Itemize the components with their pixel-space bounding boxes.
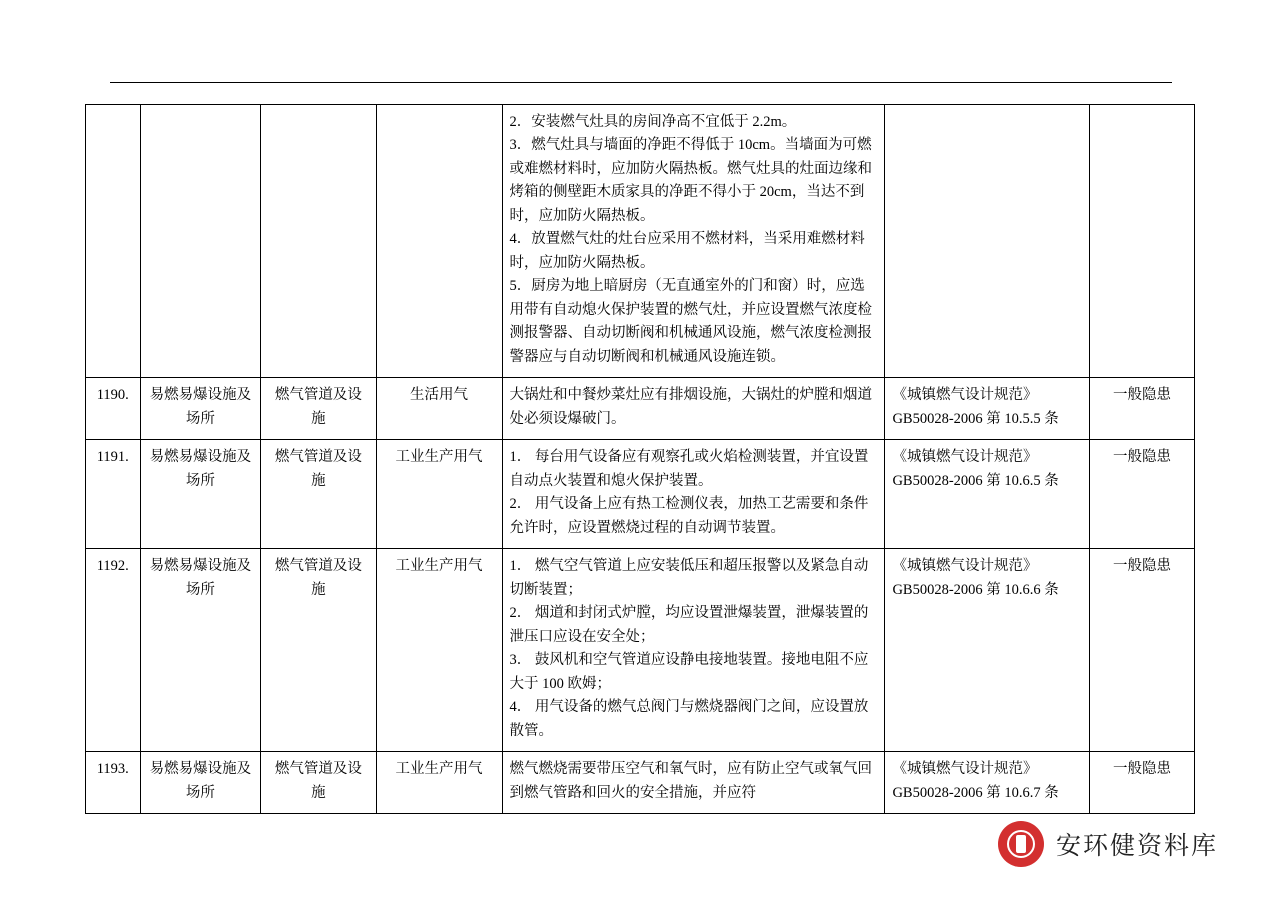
table-row (86, 752, 1195, 814)
row-facility (261, 105, 376, 378)
content-line: 大锅灶和中餐炒菜灶应有排烟设施，大锅灶的炉膛和烟道处必须设爆破门。 (509, 387, 872, 427)
reference-line: 《城镇燃气设计规范》 (892, 387, 1038, 404)
table-row (86, 440, 1195, 549)
hazard-checklist-table (85, 104, 1195, 814)
row-facility: 燃气管道及设施 (261, 549, 376, 752)
header-rule (110, 82, 1172, 83)
content-line: 2．安装燃气灶具的房间净高不宜低于 2.2m。 (509, 114, 797, 130)
row-content (502, 378, 885, 440)
row-number: 1190. (86, 378, 141, 440)
row-reference (885, 440, 1090, 549)
content-line: 2． 烟道和封闭式炉膛，均应设置泄爆装置，泄爆装置的泄压口应设在安全处； (509, 605, 869, 645)
table-row (86, 549, 1195, 752)
table-row (86, 105, 1195, 378)
row-reference (885, 105, 1090, 378)
reference-line: GB50028-2006 第 10.5.5 条 (892, 410, 1059, 427)
row-usage: 生活用气 (376, 378, 502, 440)
row-level (1090, 105, 1195, 378)
row-category (140, 105, 261, 378)
brand-name: 安环健资料库 (1055, 832, 1218, 860)
row-usage: 工业生产用气 (376, 549, 502, 752)
row-content (502, 440, 885, 549)
content-line: 1． 每台用气设备应有观察孔或火焰检测装置，并宜设置自动点火装置和熄火保护装置。 (509, 449, 869, 489)
brand-watermark (998, 821, 1218, 867)
row-facility: 燃气管道及设施 (261, 752, 376, 814)
row-reference (885, 549, 1090, 752)
table-row (86, 378, 1195, 440)
row-content (502, 549, 885, 752)
content-line: 4． 用气设备的燃气总阀门与燃烧器阀门之间，应设置放散管。 (509, 699, 869, 739)
reference-line: 《城镇燃气设计规范》 (892, 449, 1038, 466)
row-category: 易燃易爆设施及场所 (140, 440, 261, 549)
row-level: 一般隐患 (1090, 752, 1195, 814)
row-level: 一般隐患 (1090, 440, 1195, 549)
row-level: 一般隐患 (1090, 378, 1195, 440)
content-line: 3．燃气灶具与墙面的净距不得低于 10cm。当墙面为可燃或难燃材料时，应加防火隔热板。燃气灶具的灶面边缘和烤箱的侧壁距木质家具的净距不得小于 20cm，当达不到时，应加防火隔热板。 (509, 137, 872, 224)
content-line: 3． 鼓风机和空气管道应设静电接地装置。接地电阻不应大于 100 欧姆； (509, 652, 869, 692)
content-line: 燃气燃烧需要带压空气和氧气时，应有防止空气或氧气回到燃气管路和回火的安全措施，并应符 (509, 761, 872, 801)
reference-line: 《城镇燃气设计规范》 (892, 558, 1038, 575)
reference-line: GB50028-2006 第 10.6.7 条 (892, 784, 1059, 801)
row-number: 1193. (86, 752, 141, 814)
row-category: 易燃易爆设施及场所 (140, 378, 261, 440)
content-line: 2． 用气设备上应有热工检测仪表，加热工艺需要和条件允许时，应设置燃烧过程的自动调节装置。 (509, 496, 869, 536)
wechat-logo-icon (998, 821, 1044, 867)
content-line: 1． 燃气空气管道上应安装低压和超压报警以及紧急自动切断装置； (509, 558, 869, 598)
row-content (502, 752, 885, 814)
row-facility: 燃气管道及设施 (261, 378, 376, 440)
row-reference (885, 378, 1090, 440)
row-number (86, 105, 141, 378)
row-category: 易燃易爆设施及场所 (140, 752, 261, 814)
row-number: 1192. (86, 549, 141, 752)
row-usage: 工业生产用气 (376, 752, 502, 814)
reference-line: GB50028-2006 第 10.6.6 条 (892, 581, 1059, 598)
row-reference (885, 752, 1090, 814)
row-usage (376, 105, 502, 378)
content-line: 5．厨房为地上暗厨房（无直通室外的门和窗）时，应选用带有自动熄火保护装置的燃气灶，并应设置燃气浓度检测报警器、自动切断阀和机械通风设施，燃气浓度检测报警器应与自动切断阀和机械通风设施连锁。 (509, 278, 872, 365)
row-number: 1191. (86, 440, 141, 549)
content-line: 4．放置燃气灶的灶台应采用不燃材料，当采用难燃材料时，应加防火隔热板。 (509, 231, 865, 271)
row-usage: 工业生产用气 (376, 440, 502, 549)
reference-line: 《城镇燃气设计规范》 (892, 761, 1038, 778)
row-category: 易燃易爆设施及场所 (140, 549, 261, 752)
row-level: 一般隐患 (1090, 549, 1195, 752)
reference-line: GB50028-2006 第 10.6.5 条 (892, 472, 1059, 489)
row-content (502, 105, 885, 378)
row-facility: 燃气管道及设施 (261, 440, 376, 549)
